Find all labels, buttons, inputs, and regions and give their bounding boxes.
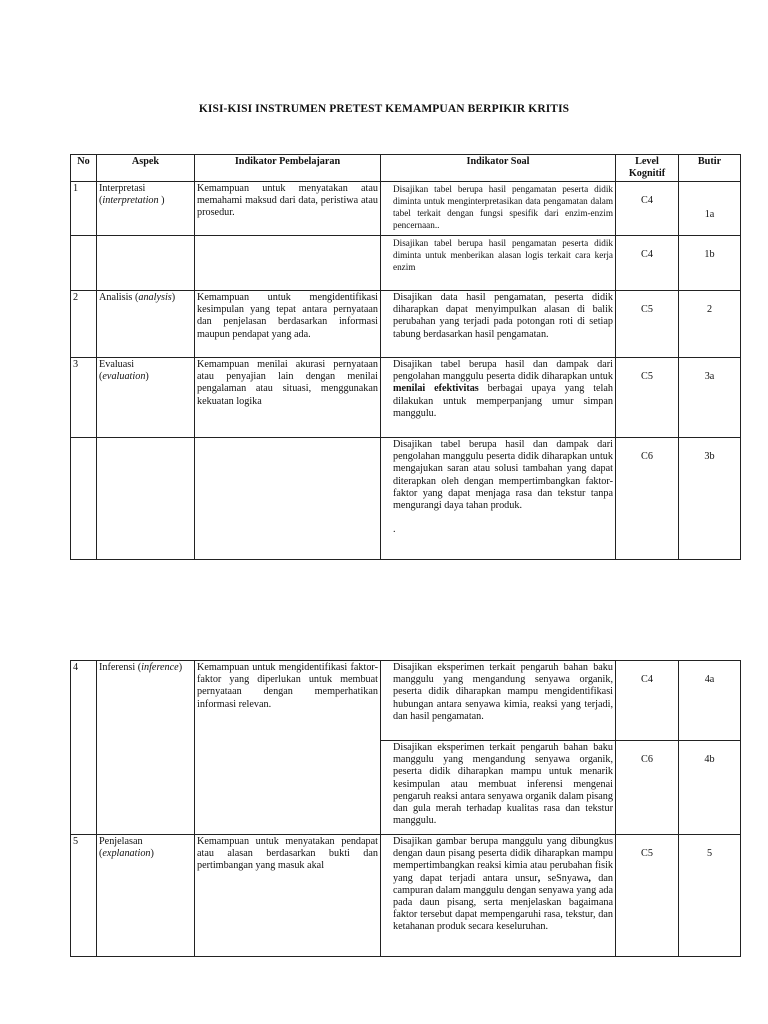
row-indikator-soal: Disajikan data hasil pengamatan, peserta didik diharapkan dapat menyimpulkan alasan di balik perubahan yang terjadi pada potongan roti di setiap tabung berdasarkan hasil pengamatan. (381, 291, 616, 358)
row-aspek: Penjelasan (explanation) (97, 835, 195, 957)
row-level-kognitif: C5 (616, 291, 679, 358)
row-indikator-soal: Disajikan tabel berupa hasil pengamatan peserta didik diminta untuk menginterpretasikan data pengamatan dalam tabel terkait dengan fungsi spesifik dari enzim-enzim pencernaan.. (381, 182, 616, 236)
row-aspek: Evaluasi (evaluation) (97, 358, 195, 438)
row-no: 5 (71, 835, 97, 957)
row-level-kognitif: C5 (616, 358, 679, 438)
row-level-kognitif: C6 (616, 438, 679, 560)
table-header-row (71, 155, 741, 182)
table-row (71, 236, 741, 291)
row-indikator-soal: Disajikan eksperimen terkait pengaruh bahan baku manggulu yang mengandung senyawa organik, peserta didik diharapkan mampu untuk menarik kesimpulan atau membuat inferensi mengenai pengaruh reaksi antara senyawa organik dalam pisang dan gula merah terhadap kualitas rasa dan tekstur manggulu. (381, 741, 616, 835)
header-aspek: Aspek (97, 155, 195, 182)
table-row (71, 835, 741, 957)
row-level-kognitif: C5 (616, 835, 679, 957)
row-indikator-soal: Disajikan tabel berupa hasil dan dampak dari pengolahan manggulu peserta didik diharapkan untuk menilai efektivitas berbagai upaya yang telah dilakukan untuk memperpanjang umur simpan manggulu. (381, 358, 616, 438)
row-no: 4 (71, 661, 97, 835)
row-butir: 2 (679, 291, 741, 358)
header-no: No (71, 155, 97, 182)
row-aspek: Inferensi (inference) (97, 661, 195, 835)
row-indikator-soal: Disajikan gambar berupa manggulu yang dibungkus dengan daun pisang peserta didik diharapkan mampu mempertimbangkan reaksi kimia atau perubahan fisik yang dapat terjadi antara unsur, seSnyawa, dan campuran dalam manggulu dengan senyawa yang ada pada daun pisang, serta menjelaskan bagaimana faktor tersebut dapat mempengaruhi rasa, tekstur, dan ketahanan produk secara keseluruhan. (381, 835, 616, 957)
row-indikator-pembelajaran: Kemampuan untuk mengidentifikasi faktor-faktor yang diperlukan untuk membuat pernyataan dengan memperhatikan informasi relevan. (195, 661, 381, 835)
row-indikator-soal: Disajikan tabel berupa hasil pengamatan peserta didik diminta untuk menberikan alasan logis terkait cara kerja enzim (381, 236, 616, 291)
row-butir: 3a (679, 358, 741, 438)
row-butir: 5 (679, 835, 741, 957)
kisi-kisi-table-part-2 (70, 660, 741, 957)
row-indikator-pembelajaran: Kemampuan untuk menyatakan atau memahami maksud dari data, peristiwa atau prosedur. (195, 182, 381, 236)
row-no: 1 (71, 182, 97, 236)
row-level-kognitif: C6 (616, 741, 679, 835)
row-level-kognitif: C4 (616, 182, 679, 236)
table-row (71, 291, 741, 358)
row-indikator-pembelajaran: Kemampuan untuk menyatakan pendapat atau alasan berdasarkan bukti dan pertimbangan yang masuk akal (195, 835, 381, 957)
kisi-kisi-table-part-1 (70, 154, 741, 560)
row-level-kognitif: C4 (616, 236, 679, 291)
row-level-kognitif: C4 (616, 661, 679, 741)
table-row (71, 661, 741, 741)
header-level-kognitif: Level Kognitif (616, 155, 679, 182)
row-no: 2 (71, 291, 97, 358)
row-aspek: Interpretasi (interpretation ) (97, 182, 195, 236)
row-indikator-soal: Disajikan tabel berupa hasil dan dampak dari pengolahan manggulu peserta didik diharapkan untuk mengajukan saran atau solusi tambahan yang dapat diterapkan oleh dengan mempertimbangkan faktor-faktor yang dapat menjaga rasa dan tekstur tanpa mengurangi daya tahan produk. . (381, 438, 616, 560)
table-row (71, 358, 741, 438)
row-butir: 1b (679, 236, 741, 291)
document-title: KISI-KISI INSTRUMEN PRETEST KEMAMPUAN BERPIKIR KRITIS (198, 103, 570, 115)
row-indikator-pembelajaran: Kemampuan menilai akurasi pernyataan atau penyajian lain dengan menilai pengalaman atau situasi, menggunakan kekuatan logika (195, 358, 381, 438)
row-butir: 3b (679, 438, 741, 560)
header-butir: Butir (679, 155, 741, 182)
row-indikator-pembelajaran: Kemampuan untuk mengidentifikasi kesimpulan yang tepat antara pernyataan dan penjelasan berdasarkan informasi maupun pendapat yang ada. (195, 291, 381, 358)
row-aspek: Analisis (analysis) (97, 291, 195, 358)
row-butir: 4b (679, 741, 741, 835)
row-indikator-soal: Disajikan eksperimen terkait pengaruh bahan baku manggulu yang mengandung senyawa organik, peserta didik diharapkan mampu mengidentifikasi hubungan antara senyawa kimia, reaksi yang terjadi, dan hasil pengamatan. (381, 661, 616, 741)
row-butir: 4a (679, 661, 741, 741)
table-row (71, 438, 741, 560)
row-no: 3 (71, 358, 97, 438)
header-indikator-pembelajaran: Indikator Pembelajaran (195, 155, 381, 182)
table-row (71, 182, 741, 236)
row-butir: 1a (679, 182, 741, 236)
header-indikator-soal: Indikator Soal (381, 155, 616, 182)
